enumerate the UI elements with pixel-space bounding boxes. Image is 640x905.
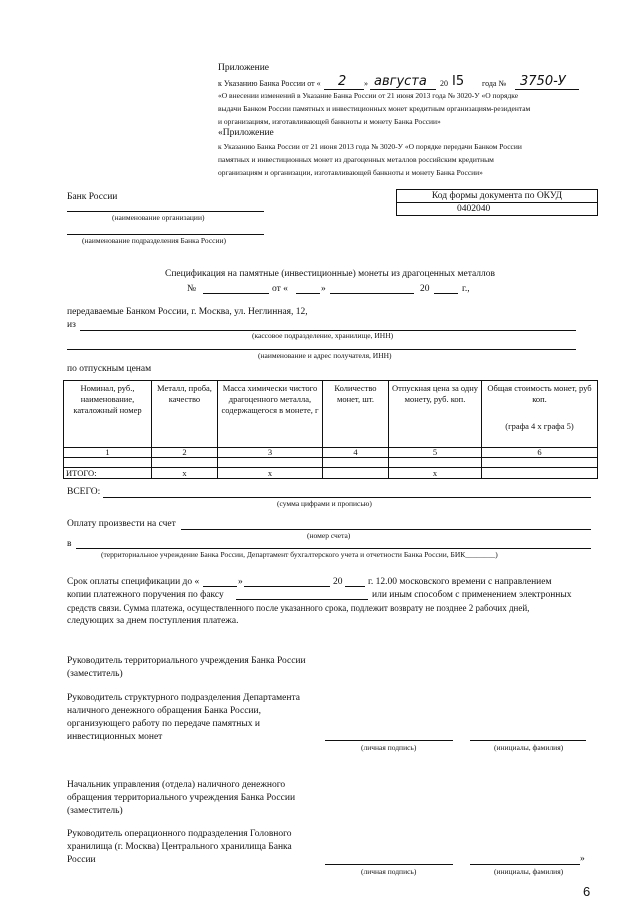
org-caption1: (наименование организации) (112, 213, 205, 222)
header-line1: Приложение (218, 63, 269, 73)
transferred-text: передаваемые Банком России, г. Москва, ул. Неглинная, 12, (67, 307, 308, 317)
okud-box (396, 189, 598, 216)
col-number: 1 (64, 448, 152, 458)
table-cell (152, 458, 218, 468)
table-cell (482, 468, 598, 479)
header-day: 2 (338, 74, 347, 89)
itogo-label: ИТОГО: (64, 468, 152, 479)
sig3-line2: обращения территориального учреждения Банка России (67, 793, 296, 803)
header-year: I5 (452, 74, 465, 89)
sig2-caption-initials: (инициалы, фамилия) (494, 743, 564, 752)
closing-quote: » (580, 854, 585, 864)
sig4-line2: хранилища (г. Москва) Центрального хранилища Банка (67, 842, 292, 852)
col-header-total-note: (графа 4 x графа 5) (505, 421, 574, 431)
caption-recipient: (наименование и адрес получателя, ИНН) (258, 351, 392, 360)
okud-code: 0402040 (397, 202, 597, 215)
col-header-metal: Металл, проба, качество (152, 381, 218, 448)
col-number: 5 (389, 448, 482, 458)
header-number: 3750-У (520, 74, 566, 89)
col-header-price: Отпускная цена за одну монету, руб. коп. (389, 381, 482, 448)
in-label: в (67, 539, 72, 549)
payment-line1-c: 20 (333, 577, 343, 587)
sig3-line3: (заместитель) (67, 806, 123, 816)
sig4-caption-signature: (личная подпись) (361, 867, 417, 876)
sig4-caption-initials: (инициалы, фамилия) (494, 867, 564, 876)
payment-line2-b: или иным способом с применением электронных (372, 590, 572, 600)
caption-cash: (кассовое подразделение, хранилище, ИНН) (252, 331, 394, 340)
spec-year-label: 20 (420, 284, 430, 294)
table-cell (64, 458, 152, 468)
itogo-mark: x (218, 468, 323, 479)
header-line5: и организациям, изготавливающей банкноты и монету Банка России» (218, 117, 441, 126)
vsego-label: ВСЕГО: (67, 487, 101, 497)
payment-line2-a: копии платежного поручения по факсу (67, 590, 224, 600)
col-header-mass: Масса химически чистого драгоценного металла, содержащегося в монете, г (218, 381, 323, 448)
sig2-line1: Руководитель структурного подразделения Департамента (67, 693, 300, 703)
col-header-total (482, 381, 598, 448)
col-header-nominal: Номинал, руб., наименование, каталожный номер (64, 381, 152, 448)
payment-line1-b: » (238, 577, 243, 587)
header-line2-prefix: к Указанию Банка России от « (218, 79, 321, 88)
header-line6: «Приложение (218, 128, 274, 138)
header-line8: памятных и инвестиционных монет из драгоценных металлов российским кредитным (218, 155, 494, 164)
header-line4: выдачи Банком России памятных и инвестиционных монет кредитным организациям-резидентам (218, 104, 531, 113)
itogo-mark: x (389, 468, 482, 479)
col-header-total-label: Общая стоимость монет, руб коп. (487, 383, 592, 404)
header-line3: «О внесении изменений в Указание Банка России от 21 июня 2013 года № 3020-У «О порядке (218, 91, 519, 100)
sig4-line3: России (67, 855, 96, 865)
table-cell (482, 458, 598, 468)
col-number: 2 (152, 448, 218, 458)
caption-account: (номер счета) (307, 531, 351, 540)
table-cell (323, 468, 389, 479)
sig1-line2: (заместитель) (67, 669, 123, 679)
sig2-line2: наличного денежного обращения Банка России, (67, 706, 261, 716)
header-line2-mid: » (364, 79, 368, 88)
okud-title: Код формы документа по ОКУД (431, 191, 563, 201)
payment-line1-a: Срок оплаты спецификации до « (67, 577, 200, 587)
spec-num-label: № (187, 284, 197, 294)
caption-sum: (сумма цифрами и прописью) (277, 499, 372, 508)
sig4-line1: Руководитель операционного подразделения Головного (67, 829, 292, 839)
col-header-quantity: Количество монет, шт. (323, 381, 389, 448)
sig3-line1: Начальник управления (отдела) наличного денежного (67, 780, 286, 790)
spec-quote-close: » (321, 284, 326, 294)
sig2-line4: инвестиционных монет (67, 732, 163, 742)
header-month: августа (374, 74, 427, 89)
sig2-caption-signature: (личная подпись) (361, 743, 417, 752)
table-cell (218, 458, 323, 468)
col-number: 3 (218, 448, 323, 458)
org-name: Банк России (67, 192, 118, 202)
payment-line4: следующих за днем поступления платежа. (67, 616, 239, 626)
sig1-line1: Руководитель территориального учреждения Банка России (67, 656, 306, 666)
spec-table (63, 380, 598, 479)
org-caption2: (наименование подразделения Банка России) (82, 236, 227, 245)
header-line9: организациям и организации, изготавливающей банкноты и монету Банка России» (218, 168, 483, 177)
header-line7: к Указанию Банка России от 21 июня 2013 года № 3020-У «О порядке передачи Банком России (218, 142, 522, 151)
payment-line3: средств связи. Сумма платежа, осуществленного после указанного срока, подлежит возврату не позднее 2 рабочих дней, (67, 603, 530, 613)
prices-text: по отпускным ценам (67, 364, 152, 374)
header-year-suffix: года № (482, 79, 507, 88)
spec-from-label: от « (272, 284, 288, 294)
spec-title: Спецификация на памятные (инвестиционные) монеты из драгоценных металлов (165, 269, 495, 279)
sig2-line3: организующего работу по передаче памятных и (67, 719, 260, 729)
header-year-prefix: 20 (440, 79, 448, 88)
payment-line1-d: г. 12.00 московского времени с направлением (368, 577, 552, 587)
table-cell (323, 458, 389, 468)
caption-bank: (территориальное учреждение Банка России, Департамент бухгалтерского учета и отчетности Банка России, БИК________) (101, 550, 498, 559)
col-number: 4 (323, 448, 389, 458)
from-label: из (67, 320, 76, 330)
page-number: 6 (583, 884, 591, 899)
spec-g-label: г., (462, 284, 470, 294)
itogo-mark: x (152, 468, 218, 479)
table-cell (389, 458, 482, 468)
col-number: 6 (482, 448, 598, 458)
pay-to-label: Оплату произвести на счет (67, 519, 176, 529)
